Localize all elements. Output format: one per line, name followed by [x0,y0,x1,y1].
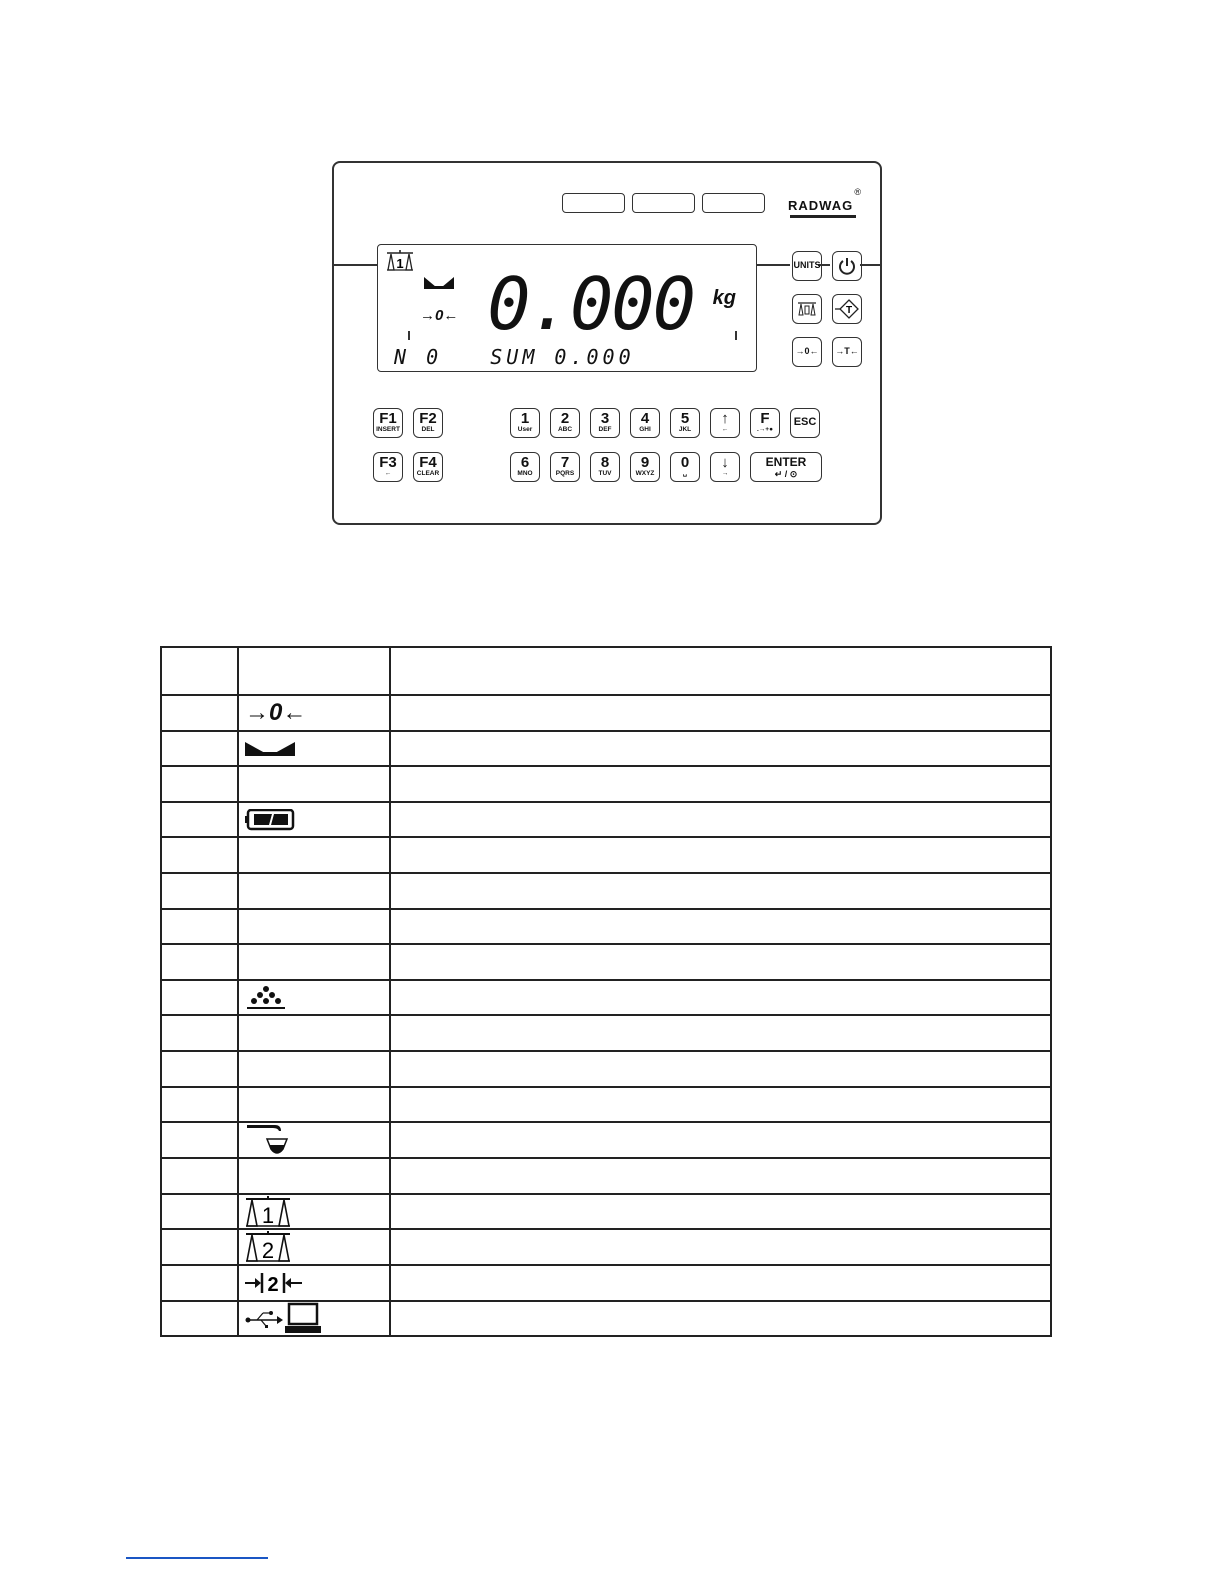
svg-text:1: 1 [261,1202,275,1228]
indicator-panel [332,161,882,525]
zero-button[interactable]: →0← [792,337,822,367]
table-row [161,1015,1051,1051]
panel-led-1 [562,193,625,213]
table-row [161,802,1051,838]
enter-key[interactable]: ENTER ↵ / ⊙ [750,452,822,482]
table-row [161,837,1051,873]
key-1[interactable]: 1 User [510,408,540,438]
logo-underline [790,215,856,218]
stability-icon [245,740,295,756]
zero-indicator: →0← [420,307,459,324]
lcd-bottom-line: N 0 SUM 0.000 [394,345,635,369]
svg-text:2: 2 [267,1273,279,1295]
f2-key[interactable]: F2 DEL [413,408,443,438]
zero-indicator-icon: →0← [245,698,307,726]
platform-select-button[interactable] [792,294,822,324]
table-row [161,1194,1051,1230]
header-cell-3 [390,647,1051,695]
weight-unit: kg [712,287,736,309]
table-row [161,766,1051,802]
key-0[interactable]: 0 ␣ [670,452,700,482]
table-row [161,944,1051,980]
units-button[interactable]: UNITS [792,251,822,281]
right-wire-3 [860,264,882,266]
battery-icon [245,809,295,831]
registered-mark: ® [854,187,862,197]
table-row [161,873,1051,909]
table-row [161,1087,1051,1123]
panel-led-2 [632,193,695,213]
radwag-logo [786,187,870,221]
table-row [161,1301,1051,1337]
table-row [161,1229,1051,1265]
f1-key[interactable]: F1 INSERT [373,408,403,438]
table-row [161,695,1051,731]
key-8[interactable]: 8 TUV [590,452,620,482]
right-wire-1 [757,264,790,266]
svg-text:2: 2 [261,1238,275,1264]
svg-text:1: 1 [396,256,404,271]
f3-key[interactable]: F3 ← [373,452,403,482]
platform-1-icon [245,1196,291,1228]
usb-pc-icon [245,1302,323,1334]
lcd-display [377,244,757,372]
panel-led-3 [702,193,765,213]
left-wire [334,264,377,266]
dosing-icon [245,1123,289,1157]
tare-icon [835,299,859,319]
logo-text: RADWAG [788,198,854,213]
weight-value: 0.000 [487,262,694,346]
esc-key[interactable]: ESC [790,408,820,438]
f-key[interactable]: F .→+● [750,408,780,438]
tare-button[interactable] [832,294,862,324]
lcd-tick-left [408,331,410,340]
platform-1-icon [386,250,414,272]
down-arrow-key[interactable]: ↓ → [710,452,740,482]
header-cell-2 [238,647,390,695]
table-row [161,731,1051,767]
lcd-tick-right [735,331,737,340]
footer-link-underline[interactable] [126,1557,268,1559]
pictogram-table [160,646,1052,1337]
table-row [161,1158,1051,1194]
key-6[interactable]: 6 MNO [510,452,540,482]
range-2-icon [245,1271,303,1295]
platform-2-icon [245,1231,291,1263]
key-7[interactable]: 7 PQRS [550,452,580,482]
platform-icon [797,301,817,317]
key-3[interactable]: 3 DEF [590,408,620,438]
stability-icon [424,277,454,289]
key-9[interactable]: 9 WXYZ [630,452,660,482]
up-arrow-key[interactable]: ↑ ← [710,408,740,438]
header-cell-1 [161,647,238,695]
table-header-row [161,647,1051,695]
table-row [161,909,1051,945]
svg-text:T: T [845,305,853,316]
table-row [161,980,1051,1016]
power-button[interactable] [832,251,862,281]
f4-key[interactable]: F4 CLEAR [413,452,443,482]
key-4[interactable]: 4 GHI [630,408,660,438]
table-row [161,1051,1051,1087]
tare-set-button[interactable]: →T← [832,337,862,367]
power-icon [837,256,857,276]
table-row [161,1122,1051,1158]
parts-counting-icon [245,986,287,1010]
key-2[interactable]: 2 ABC [550,408,580,438]
key-5[interactable]: 5 JKL [670,408,700,438]
table-row [161,1265,1051,1301]
